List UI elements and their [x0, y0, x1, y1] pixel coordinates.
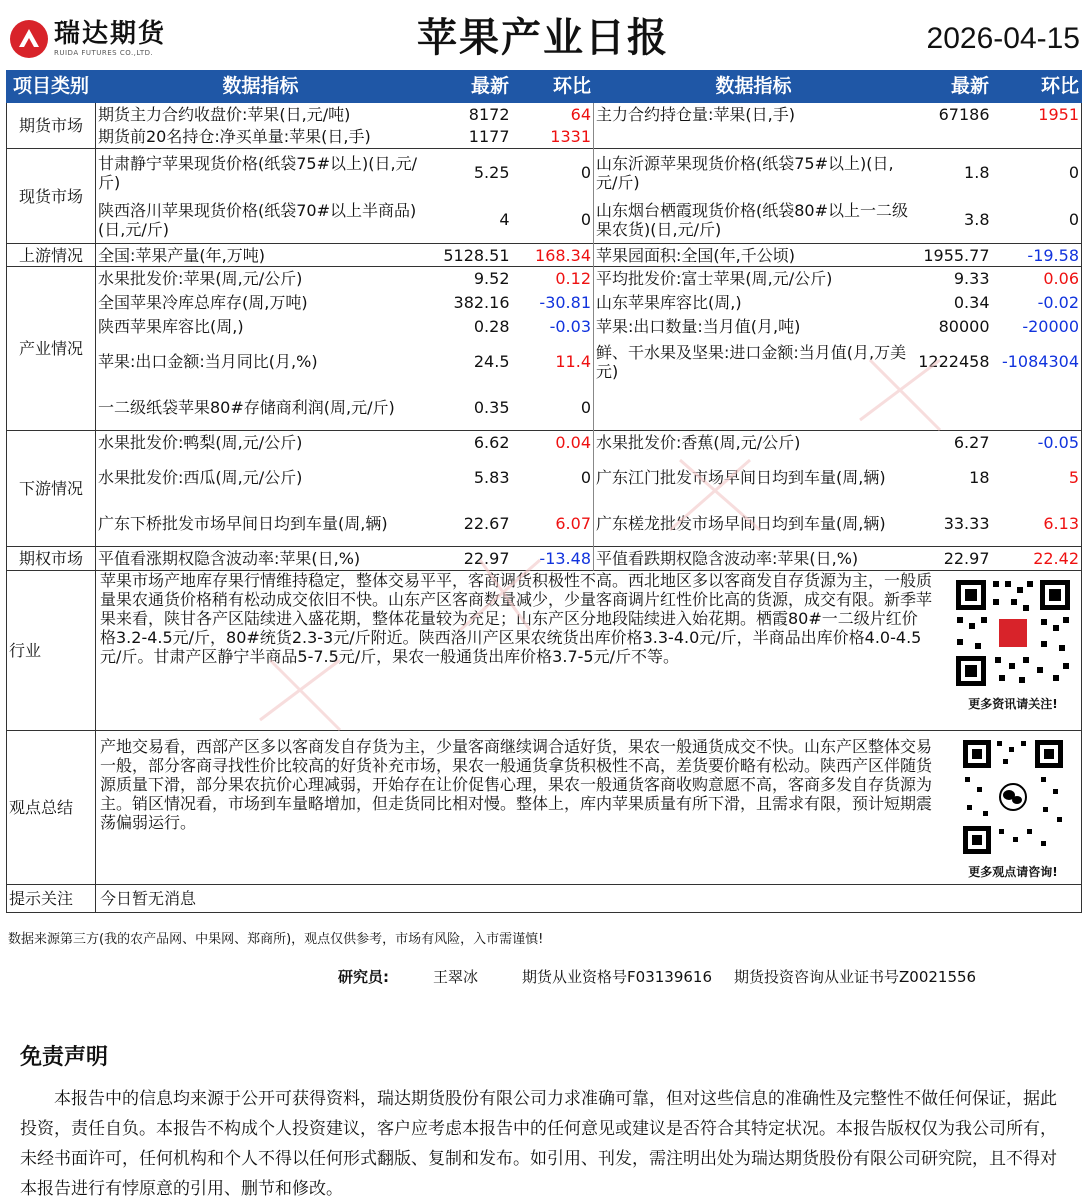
indicator-name: 甘肃静宁苹果现货价格(纸袋75#以上)(日,元/斤)	[96, 149, 426, 197]
table-row	[7, 197, 1082, 244]
section-label: 现货市场	[7, 149, 96, 244]
latest-value: 5.83	[473, 468, 510, 487]
indicator-name: 山东苹果库容比(周,)	[596, 293, 742, 312]
change-value: 0	[512, 197, 594, 244]
view-summary	[96, 731, 1082, 885]
latest-value: 8172	[468, 104, 510, 124]
col-header-indicator: 数据指标	[594, 71, 914, 103]
latest-value: 1177	[468, 127, 510, 147]
latest-value: 18	[969, 468, 990, 487]
indicator-name: 广东槎龙批发市场早间日均到车量(周,辆)	[596, 513, 886, 533]
change-value: 0	[992, 149, 1082, 197]
table-row	[7, 731, 1082, 885]
indicator-name: 全国:苹果产量(年,万吨)	[96, 244, 426, 267]
disclaimer-title: 免责声明	[20, 1045, 109, 1070]
qr-caption: 更多资讯请关注!	[968, 697, 1058, 711]
col-header-category: 项目类别	[7, 71, 96, 103]
researcher-info	[338, 966, 1020, 987]
section-label: 提示关注	[7, 885, 96, 913]
qr-code-icon	[953, 577, 1073, 689]
latest-value: 0.28	[473, 317, 510, 336]
indicator-name: 水果批发价:苹果(周,元/公斤)	[96, 267, 426, 291]
table-row	[7, 244, 1082, 267]
table-row	[7, 103, 1082, 126]
qr-consult	[953, 737, 1073, 882]
indicator-name: 陕西洛川苹果现货价格(纸袋70#以上半商品)(日,元/斤)	[98, 200, 417, 239]
change-value: 11.4	[512, 339, 594, 385]
latest-value: 3.8	[964, 210, 990, 230]
table-row	[7, 315, 1082, 339]
change-value: 1951	[992, 103, 1082, 126]
table-row	[7, 455, 1082, 501]
change-value: -0.03	[512, 315, 594, 339]
change-value: 0	[512, 149, 594, 197]
latest-value: 1.8	[914, 149, 992, 197]
report-header	[0, 0, 1086, 68]
report-date: 2026-04-15	[926, 22, 1080, 55]
indicator-name: 主力合约持仓量:苹果(日,手)	[596, 104, 795, 124]
latest-value: 33.33	[943, 513, 990, 533]
consulting-license: 期货投资咨询从业证书号Z0021556	[734, 968, 977, 986]
table-row	[7, 431, 1082, 455]
indicator-name: 期货主力合约收盘价:苹果(日,元/吨)	[98, 104, 351, 124]
latest-value: 382.16	[453, 293, 510, 312]
table-row	[7, 571, 1082, 731]
latest-value: 1955.77	[914, 244, 992, 267]
latest-value: 5128.51	[426, 244, 512, 267]
change-value: 0.12	[512, 267, 594, 291]
change-value: 0.06	[992, 267, 1082, 291]
latest-value: 9.33	[914, 267, 992, 291]
section-label: 行业	[7, 571, 96, 731]
qr-code-icon	[953, 737, 1073, 857]
latest-value: 6.62	[426, 431, 512, 455]
col-header-latest: 最新	[914, 71, 992, 103]
latest-value: 80000	[938, 317, 990, 336]
notice-text: 今日暂无消息	[96, 885, 1082, 913]
indicator-name: 山东沂源苹果现货价格(纸袋75#以上)(日,元/斤)	[594, 149, 914, 197]
indicator-name: 苹果:出口数量:当月值(月,吨)	[596, 317, 801, 336]
table-row	[7, 267, 1082, 291]
change-value: 5	[992, 455, 1082, 501]
data-table	[6, 70, 1082, 913]
change-value: -1084304	[992, 339, 1082, 385]
col-header-change: 环比	[512, 71, 594, 103]
section-label: 期权市场	[7, 547, 96, 571]
latest-value: 22.97	[914, 547, 992, 571]
indicator-name: 鲜、干水果及坚果:进口金额:当月值(月,万美元)	[596, 342, 907, 381]
view-text: 产地交易看，西部产区多以客商发自存货为主，少量客商继续调合适好货，果农一般通货成交不快。山东产区整体交易一般，部分客商寻找性价比较高的好货补充市场，果农一般通货拿货积极性不高，差货要价略有松动。陕西产区伴随货源质量下滑，部分果农抗价心理减弱，开始存在让价促售心理，果农一般通货客商收购意愿不高，客商多发自存货源为主。销区情况看，市场到车量略增加，但走货同比相对慢。整体上，库内苹果质量有所下滑，且需求有限，预计短期震荡偏弱运行。	[100, 737, 933, 832]
indicator-name: 全国苹果冷库总库存(周,万吨)	[98, 293, 308, 312]
change-value: -13.48	[512, 547, 594, 571]
latest-value: 1222458	[918, 352, 990, 371]
change-value: 6.07	[512, 501, 594, 547]
latest-value: 67186	[938, 104, 990, 124]
latest-value: 4	[499, 210, 510, 230]
col-header-indicator: 数据指标	[96, 71, 426, 103]
report-title: 苹果产业日报	[417, 15, 669, 61]
futures-license: 期货从业资格号F03139616	[522, 968, 712, 986]
indicator-name: 平值看跌期权隐含波动率:苹果(日,%)	[594, 547, 914, 571]
table-row	[7, 501, 1082, 547]
change-value: 168.34	[512, 244, 594, 267]
change-value: 0.04	[512, 431, 594, 455]
brand-name: 瑞达期货	[54, 19, 167, 49]
indicator-name: 山东烟台栖霞现货价格(纸袋80#以上一二级果农货)(日,元/斤)	[596, 200, 909, 239]
table-row	[7, 385, 1082, 431]
change-value: 1331	[512, 126, 594, 149]
indicator-name: 期货前20名持仓:净买单量:苹果(日,手)	[98, 127, 371, 147]
change-value: 22.42	[992, 547, 1082, 571]
section-label: 产业情况	[7, 267, 96, 431]
latest-value: 9.52	[426, 267, 512, 291]
table-row	[7, 149, 1082, 197]
latest-value: 22.97	[426, 547, 512, 571]
brand-name-en: RUIDA FUTURES CO.,LTD.	[54, 49, 154, 57]
indicator-name: 水果批发价:香蕉(周,元/公斤)	[594, 431, 914, 455]
sector-text: 苹果市场产地库存果行情维持稳定，整体交易平平，客商调货积极性不高。西北地区多以客商发自存货源为主，一般质量果农通货价格稍有松动成交依旧不快。山东产区客商数量减少，少量客商调片红性价比高的货源，成交有限。新季苹果来看，陕甘各产区陆续进入盛花期，整体花量较为充足；山东产区分地段陆续进入始花期。栖霞80#一二级片红价格3.2-4.5元/斤，80#统货2.3-3元/斤附近。陕西洛川产区果农统货出库价格3.3-4.0元/斤，半商品出库价格4.0-4.5元/斤。甘肃产区静宁半商品5-7.5元/斤，果农一般通货出库价格3.7-5元/斤不等。	[100, 571, 933, 666]
col-header-change: 环比	[992, 71, 1082, 103]
change-value: -19.58	[992, 244, 1082, 267]
indicator-name: 水果批发价:鸭梨(周,元/公斤)	[96, 431, 426, 455]
latest-value: 5.25	[426, 149, 512, 197]
indicator-name: 陕西苹果库容比(周,)	[98, 317, 244, 336]
data-source-note: 数据来源第三方(我的农产品网、中果网、郑商所)，观点仅供参考，市场有风险，入市需谨慎!	[8, 932, 544, 947]
change-value: 6.13	[992, 501, 1082, 547]
change-value: 0	[992, 197, 1082, 244]
section-label: 期货市场	[7, 103, 96, 149]
indicator-name: 广东下桥批发市场早间日均到车量(周,辆)	[98, 513, 388, 533]
table-row	[7, 885, 1082, 913]
qr-follow	[953, 577, 1073, 714]
disclaimer-body: 本报告中的信息均来源于公开可获得资料，瑞达期货股份有限公司力求准确可靠，但对这些信息的准确性及完整性不做任何保证，据此投资，责任自负。本报告不构成个人投资建议，客户应考虑本报告中的任何意见或建议是否符合其特定状况。本报告版权仅为我公司所有，未经书面许可，任何机构和个人不得以任何形式翻版、复制和发布。如引用、刊发，需注明出处为瑞达期货股份有限公司研究院，且不得对本报告进行有悖原意的引用、删节和修改。	[20, 1089, 1057, 1199]
table-row	[7, 339, 1082, 385]
change-value: -20000	[992, 315, 1082, 339]
indicator-name: 苹果园面积:全国(年,千公顷)	[594, 244, 914, 267]
section-label: 上游情况	[7, 244, 96, 267]
researcher-name: 王翠冰	[433, 968, 479, 986]
change-value: 0	[512, 385, 594, 431]
researcher-label: 研究员:	[338, 968, 389, 986]
latest-value: 6.27	[914, 431, 992, 455]
indicator-name: 苹果:出口金额:当月同比(月,%)	[98, 352, 318, 371]
indicator-name: 平均批发价:富士苹果(周,元/公斤)	[594, 267, 914, 291]
col-header-latest: 最新	[426, 71, 512, 103]
indicator-name: 广东江门批发市场早间日均到车量(周,辆)	[596, 468, 886, 487]
latest-value: 22.67	[463, 513, 510, 533]
table-row	[7, 291, 1082, 315]
table-header-row	[7, 71, 1082, 103]
indicator-name: 平值看涨期权隐含波动率:苹果(日,%)	[96, 547, 426, 571]
change-value: 0	[512, 455, 594, 501]
change-value: 64	[512, 103, 594, 126]
change-value: -0.02	[992, 291, 1082, 315]
change-value: -0.05	[992, 431, 1082, 455]
table-row	[7, 547, 1082, 571]
qr-caption: 更多观点请咨询!	[968, 865, 1058, 879]
table-row	[7, 126, 1082, 149]
indicator-name: 水果批发价:西瓜(周,元/公斤)	[98, 468, 303, 487]
sector-commentary	[96, 571, 1082, 731]
latest-value: 0.34	[953, 293, 990, 312]
indicator-name: 一二级纸袋苹果80#存储商利润(周,元/斤)	[98, 397, 395, 417]
latest-value: 24.5	[473, 352, 510, 371]
section-label: 观点总结	[7, 731, 96, 885]
section-label: 下游情况	[7, 431, 96, 547]
change-value: -30.81	[512, 291, 594, 315]
latest-value: 0.35	[473, 397, 510, 417]
